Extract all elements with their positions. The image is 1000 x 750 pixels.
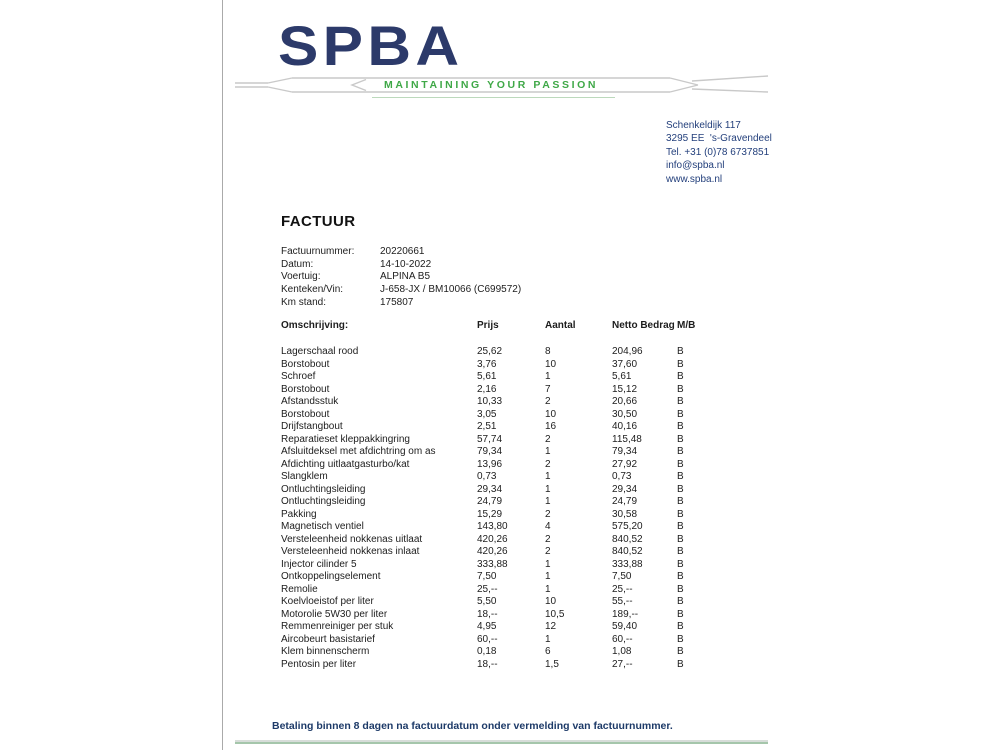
cell-description: Magnetisch ventiel bbox=[281, 521, 364, 532]
cell-mb: B bbox=[677, 571, 684, 582]
cell-price: 24,79 bbox=[477, 496, 503, 507]
cell-quantity: 12 bbox=[545, 621, 557, 632]
table-row bbox=[281, 546, 731, 559]
invoice-title: FACTUUR bbox=[281, 213, 356, 230]
cell-price: 420,26 bbox=[477, 533, 508, 545]
cell-description: Versteleenheid nokkenas inlaat bbox=[281, 546, 420, 557]
cell-price: 5,61 bbox=[477, 371, 497, 382]
banner-left-chevron-top bbox=[268, 78, 292, 83]
cell-quantity: 2 bbox=[545, 533, 551, 545]
cell-description: Schroef bbox=[281, 371, 316, 382]
cell-description: Afsluitdeksel met afdichtring om as bbox=[281, 446, 436, 457]
meta-value: 14-10-2022 bbox=[380, 258, 432, 270]
company-address-block bbox=[666, 119, 772, 186]
table-row bbox=[281, 646, 731, 659]
cell-net-amount: 40,16 bbox=[612, 421, 638, 432]
cell-quantity: 2 bbox=[545, 396, 551, 407]
cell-price: 5,50 bbox=[477, 596, 497, 607]
cell-mb: B bbox=[677, 646, 684, 657]
cell-net-amount: 30,50 bbox=[612, 408, 638, 420]
cell-description: Borstobout bbox=[281, 408, 330, 420]
cell-price: 25,-- bbox=[477, 583, 498, 595]
cell-price: 60,-- bbox=[477, 633, 498, 645]
cell-net-amount: 5,61 bbox=[612, 371, 632, 382]
cell-description: Slangklem bbox=[281, 471, 328, 482]
cell-description: Pakking bbox=[281, 508, 317, 520]
cell-mb: B bbox=[677, 371, 684, 382]
cell-price: 29,34 bbox=[477, 483, 503, 495]
cell-mb: B bbox=[677, 496, 684, 507]
address-street: Schenkeldijk 117 bbox=[666, 120, 741, 131]
cell-price: 7,50 bbox=[477, 571, 497, 582]
table-row bbox=[281, 459, 731, 472]
cell-description: Drijfstangbout bbox=[281, 421, 343, 432]
header-quantity: Aantal bbox=[545, 320, 576, 331]
cell-mb: B bbox=[677, 346, 684, 357]
cell-mb: B bbox=[677, 521, 684, 532]
cell-quantity: 1 bbox=[545, 558, 551, 570]
cell-mb: B bbox=[677, 633, 684, 645]
table-row bbox=[281, 396, 731, 409]
cell-price: 420,26 bbox=[477, 546, 508, 557]
meta-label: Km stand: bbox=[281, 296, 327, 308]
meta-label: Datum: bbox=[281, 258, 314, 270]
header-net-amount: Netto Bedrag bbox=[612, 320, 675, 331]
invoice-meta-block bbox=[281, 246, 521, 310]
cell-description: Pentosin per liter bbox=[281, 658, 357, 670]
cell-description: Borstobout bbox=[281, 383, 330, 395]
cell-quantity: 2 bbox=[545, 546, 551, 557]
meta-row-date bbox=[281, 259, 521, 272]
cell-quantity: 1 bbox=[545, 633, 551, 645]
header-price: Prijs bbox=[477, 320, 499, 331]
cell-mb: B bbox=[677, 396, 684, 407]
table-row bbox=[281, 384, 731, 397]
table-header-row bbox=[281, 320, 731, 333]
cell-net-amount: 7,50 bbox=[612, 571, 632, 582]
cell-mb: B bbox=[677, 383, 684, 395]
cell-mb: B bbox=[677, 358, 684, 370]
cell-net-amount: 575,20 bbox=[612, 521, 643, 532]
cell-quantity: 1 bbox=[545, 483, 551, 495]
meta-value: ALPINA B5 bbox=[380, 271, 431, 283]
table-row bbox=[281, 521, 731, 534]
cell-description: Injector cilinder 5 bbox=[281, 558, 357, 570]
invoice-table-body bbox=[281, 346, 731, 671]
cell-quantity: 2 bbox=[545, 508, 551, 520]
cell-description: Versteleenheid nokkenas uitlaat bbox=[281, 533, 423, 545]
cell-price: 18,-- bbox=[477, 608, 498, 620]
cell-net-amount: 27,-- bbox=[612, 658, 633, 670]
address-phone: Tel. +31 (0)78 6737851 bbox=[666, 146, 770, 158]
cell-net-amount: 60,-- bbox=[612, 633, 633, 645]
cell-mb: B bbox=[677, 508, 684, 520]
cell-quantity: 4 bbox=[545, 521, 551, 532]
cell-mb: B bbox=[677, 533, 684, 545]
cell-quantity: 1 bbox=[545, 446, 551, 457]
table-row bbox=[281, 509, 731, 522]
cell-net-amount: 27,92 bbox=[612, 458, 638, 470]
cell-quantity: 8 bbox=[545, 346, 551, 357]
cell-description: Aircobeurt basistarief bbox=[281, 633, 375, 645]
page-left-edge-line bbox=[222, 0, 223, 750]
meta-value: J-658-JX / BM10066 (C699572) bbox=[380, 284, 522, 296]
cell-net-amount: 25,-- bbox=[612, 583, 633, 595]
banner-inner-chevron-icon bbox=[352, 80, 366, 91]
table-row bbox=[281, 409, 731, 422]
cell-quantity: 1 bbox=[545, 371, 551, 382]
cell-quantity: 10 bbox=[545, 408, 557, 420]
cell-price: 57,74 bbox=[477, 433, 503, 445]
meta-value: 20220661 bbox=[380, 246, 425, 257]
cell-mb: B bbox=[677, 408, 684, 420]
cell-description: Ontkoppelingselement bbox=[281, 571, 381, 582]
table-row bbox=[281, 621, 731, 634]
cell-net-amount: 0,73 bbox=[612, 471, 632, 482]
cell-net-amount: 79,34 bbox=[612, 446, 638, 457]
table-row bbox=[281, 484, 731, 497]
cell-quantity: 2 bbox=[545, 458, 551, 470]
address-city: 3295 EE 's-Gravendeel bbox=[666, 133, 772, 145]
footer-green-line bbox=[235, 740, 768, 744]
meta-label: Voertuig: bbox=[281, 271, 321, 283]
cell-net-amount: 1,08 bbox=[612, 646, 632, 657]
cell-mb: B bbox=[677, 546, 684, 557]
cell-mb: B bbox=[677, 433, 684, 445]
cell-net-amount: 840,52 bbox=[612, 546, 643, 557]
cell-net-amount: 37,60 bbox=[612, 358, 638, 370]
cell-mb: B bbox=[677, 608, 684, 620]
cell-price: 2,51 bbox=[477, 421, 497, 432]
cell-quantity: 2 bbox=[545, 433, 551, 445]
cell-price: 18,-- bbox=[477, 658, 498, 670]
cell-net-amount: 59,40 bbox=[612, 621, 638, 632]
cell-quantity: 1,5 bbox=[545, 658, 559, 670]
cell-description: Reparatieset kleppakkingring bbox=[281, 433, 410, 445]
header-mb: M/B bbox=[677, 320, 696, 331]
table-row bbox=[281, 496, 731, 509]
cell-price: 2,16 bbox=[477, 383, 497, 395]
cell-mb: B bbox=[677, 558, 684, 570]
cell-net-amount: 15,12 bbox=[612, 383, 638, 395]
cell-net-amount: 24,79 bbox=[612, 496, 638, 507]
company-tagline: MAINTAINING YOUR PASSION bbox=[384, 79, 599, 91]
cell-mb: B bbox=[677, 446, 684, 457]
table-row bbox=[281, 571, 731, 584]
cell-net-amount: 840,52 bbox=[612, 533, 643, 545]
cell-description: Afstandsstuk bbox=[281, 396, 339, 407]
table-row bbox=[281, 596, 731, 609]
cell-price: 25,62 bbox=[477, 346, 503, 357]
meta-value: 175807 bbox=[380, 296, 414, 308]
cell-price: 143,80 bbox=[477, 521, 508, 532]
cell-quantity: 1 bbox=[545, 471, 551, 482]
table-row bbox=[281, 634, 731, 647]
cell-quantity: 16 bbox=[545, 421, 557, 432]
meta-row-odometer bbox=[281, 297, 521, 310]
cell-quantity: 10 bbox=[545, 596, 557, 607]
cell-quantity: 1 bbox=[545, 571, 551, 582]
banner-right-line-bottom bbox=[692, 89, 768, 92]
cell-net-amount: 115,48 bbox=[612, 433, 642, 445]
cell-mb: B bbox=[677, 421, 684, 432]
cell-description: Lagerschaal rood bbox=[281, 346, 359, 357]
cell-mb: B bbox=[677, 471, 684, 482]
meta-label: Kenteken/Vin: bbox=[281, 284, 344, 296]
table-row bbox=[281, 559, 731, 572]
cell-net-amount: 55,-- bbox=[612, 596, 633, 607]
cell-mb: B bbox=[677, 621, 684, 632]
meta-label: Factuurnummer: bbox=[281, 246, 355, 257]
cell-price: 79,34 bbox=[477, 446, 503, 457]
table-row bbox=[281, 434, 731, 447]
header-description: Omschrijving: bbox=[281, 320, 349, 331]
table-row bbox=[281, 609, 731, 622]
cell-net-amount: 20,66 bbox=[612, 396, 638, 407]
cell-description: Koelvloeistof per liter bbox=[281, 596, 374, 607]
banner-left-chevron-bottom bbox=[268, 87, 292, 92]
cell-quantity: 1 bbox=[545, 496, 551, 507]
table-row bbox=[281, 346, 731, 359]
address-email: info@spba.nl bbox=[666, 160, 725, 172]
meta-row-license-vin bbox=[281, 284, 521, 297]
meta-row-vehicle bbox=[281, 271, 521, 284]
cell-price: 3,05 bbox=[477, 408, 497, 420]
cell-price: 15,29 bbox=[477, 508, 503, 520]
address-website: www.spba.nl bbox=[666, 173, 723, 185]
payment-terms-note: Betaling binnen 8 dagen na factuurdatum onder vermelding van factuurnummer. bbox=[272, 720, 673, 732]
meta-row-invoice-number bbox=[281, 246, 521, 259]
cell-price: 10,33 bbox=[477, 396, 503, 407]
cell-description: Remmenreiniger per stuk bbox=[281, 621, 394, 632]
table-row bbox=[281, 421, 731, 434]
cell-net-amount: 29,34 bbox=[612, 483, 638, 495]
cell-description: Borstobout bbox=[281, 358, 330, 370]
cell-price: 333,88 bbox=[477, 558, 508, 570]
cell-description: Afdichting uitlaatgasturbo/kat bbox=[281, 458, 410, 470]
cell-description: Motorolie 5W30 per liter bbox=[281, 608, 388, 620]
table-row bbox=[281, 371, 731, 384]
cell-description: Ontluchtingsleiding bbox=[281, 483, 366, 495]
cell-mb: B bbox=[677, 458, 684, 470]
table-row bbox=[281, 534, 731, 547]
cell-mb: B bbox=[677, 483, 684, 495]
cell-description: Ontluchtingsleiding bbox=[281, 496, 366, 507]
table-row bbox=[281, 471, 731, 484]
table-row bbox=[281, 659, 731, 672]
invoice-line-items-table bbox=[281, 320, 731, 671]
cell-quantity: 6 bbox=[545, 646, 551, 657]
cell-price: 0,73 bbox=[477, 471, 497, 482]
cell-net-amount: 204,96 bbox=[612, 346, 643, 357]
cell-quantity: 7 bbox=[545, 383, 551, 395]
table-row bbox=[281, 584, 731, 597]
cell-net-amount: 30,58 bbox=[612, 508, 638, 520]
cell-quantity: 1 bbox=[545, 583, 551, 595]
cell-price: 13,96 bbox=[477, 458, 503, 470]
cell-mb: B bbox=[677, 596, 684, 607]
cell-net-amount: 333,88 bbox=[612, 558, 643, 570]
cell-description: Klem binnenscherm bbox=[281, 646, 370, 657]
banner-right-line-top bbox=[692, 76, 768, 81]
cell-quantity: 10 bbox=[545, 358, 557, 370]
cell-mb: B bbox=[677, 583, 684, 595]
cell-net-amount: 189,-- bbox=[612, 608, 639, 620]
cell-price: 3,76 bbox=[477, 358, 497, 370]
cell-quantity: 10,5 bbox=[545, 608, 565, 620]
cell-price: 0,18 bbox=[477, 646, 497, 657]
cell-description: Remolie bbox=[281, 583, 318, 595]
table-row bbox=[281, 446, 731, 459]
company-logo: SPBA bbox=[278, 14, 464, 77]
table-row bbox=[281, 359, 731, 372]
cell-mb: B bbox=[677, 658, 684, 670]
cell-price: 4,95 bbox=[477, 621, 497, 632]
